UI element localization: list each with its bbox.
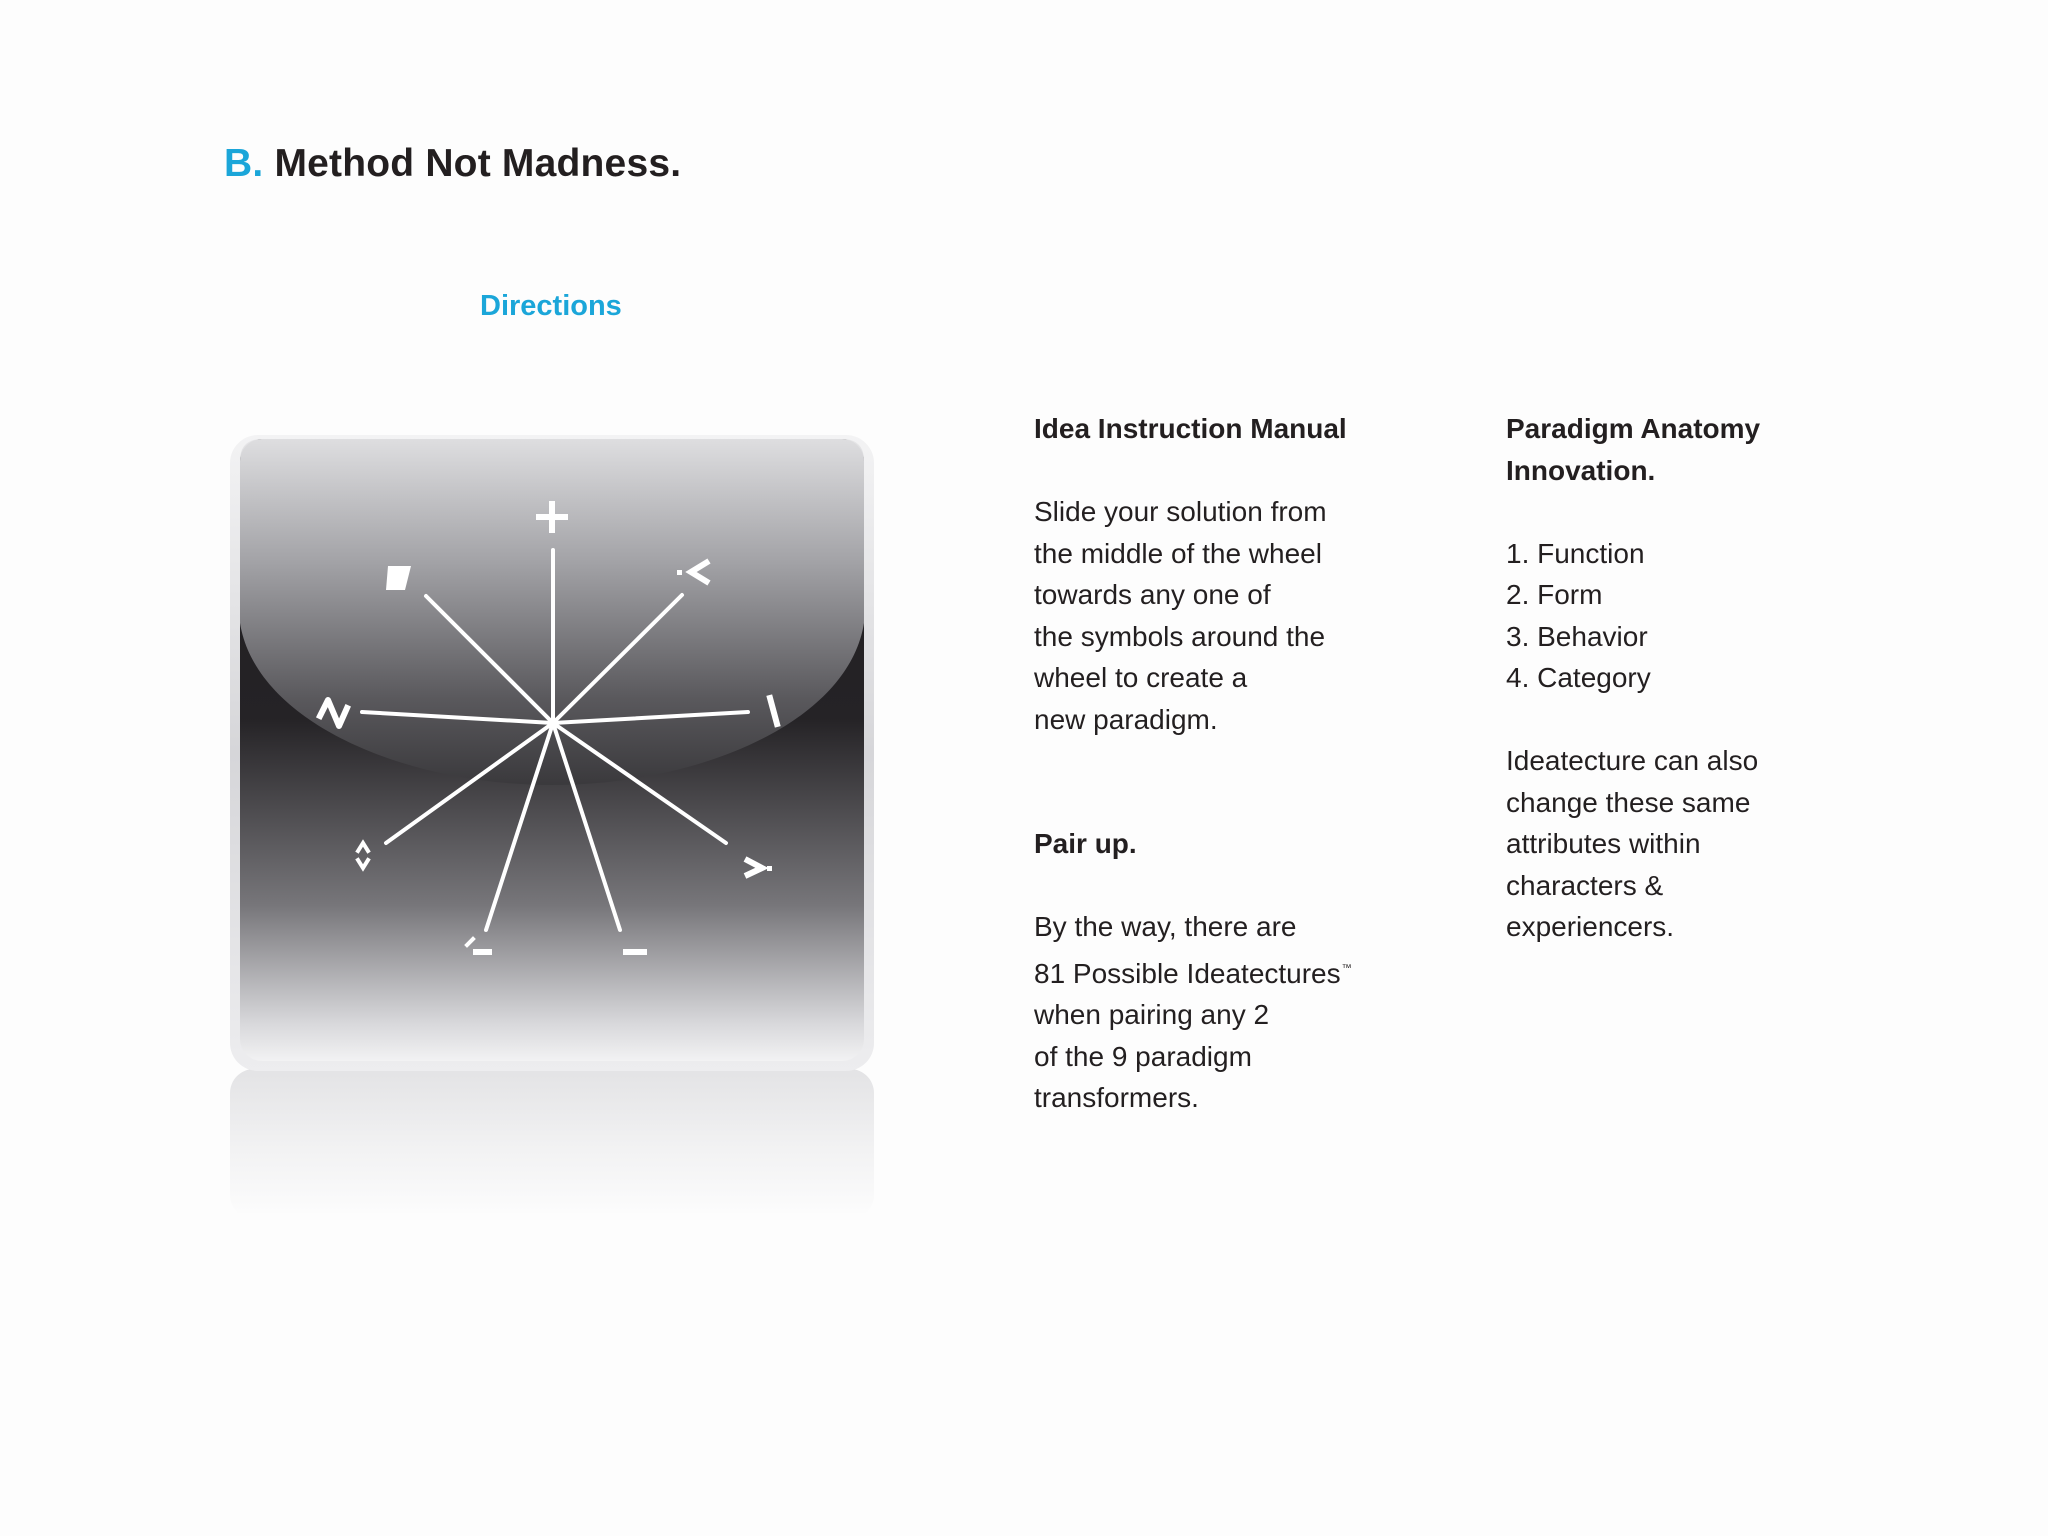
paradigm-wheel: [228, 433, 876, 1213]
anatomy-subtitle: Innovation.: [1506, 454, 1656, 486]
manual-line: new paradigm.: [1034, 703, 1218, 735]
manual-title: Idea Instruction Manual: [1034, 413, 1347, 444]
directions-label: Directions: [480, 290, 622, 322]
pair-line: [1034, 948, 1352, 995]
anatomy-list: [1506, 533, 1760, 699]
pair-line: of the 9 paradigm: [1034, 1040, 1252, 1072]
section-letter: B.: [224, 142, 264, 185]
section-title: Method Not Madness.: [274, 142, 682, 185]
pair-line: By the way, there are: [1034, 911, 1297, 942]
pair-up-title: Pair up.: [1034, 828, 1137, 859]
anatomy-title: Paradigm Anatomy: [1506, 413, 1761, 444]
anatomy-note-line: experiencers.: [1506, 911, 1675, 942]
wheel-reflection: [230, 1069, 874, 1213]
paradigm-wheel-graphic: [228, 433, 876, 1213]
pair-line: transformers.: [1034, 1082, 1199, 1113]
list-item: 1. Function: [1506, 537, 1645, 569]
list-item: 2. Form: [1506, 579, 1603, 610]
anatomy-note-line: attributes within: [1506, 828, 1701, 859]
list-item: 4. Category: [1506, 662, 1651, 693]
list-item: 3. Behavior: [1506, 620, 1648, 652]
paradigm-anatomy: [1506, 408, 1760, 948]
manual-line: wheel to create a: [1034, 662, 1248, 693]
pair-line: when pairing any 2: [1034, 999, 1270, 1030]
manual-line: the symbols around the: [1034, 620, 1326, 652]
anatomy-note-line: Ideatecture can also: [1506, 745, 1759, 776]
manual-line: towards any one of: [1034, 579, 1271, 610]
pair-line-text: 81 Possible Ideatectures: [1034, 957, 1341, 989]
trademark-mark: ™: [1341, 962, 1352, 974]
anatomy-note-line: characters &: [1506, 869, 1664, 901]
page-title: [224, 142, 681, 186]
anatomy-note-line: change these same: [1506, 786, 1751, 818]
manual-line: Slide your solution from: [1034, 496, 1327, 527]
instruction-manual: [1034, 408, 1352, 1119]
manual-line: the middle of the wheel: [1034, 537, 1322, 569]
